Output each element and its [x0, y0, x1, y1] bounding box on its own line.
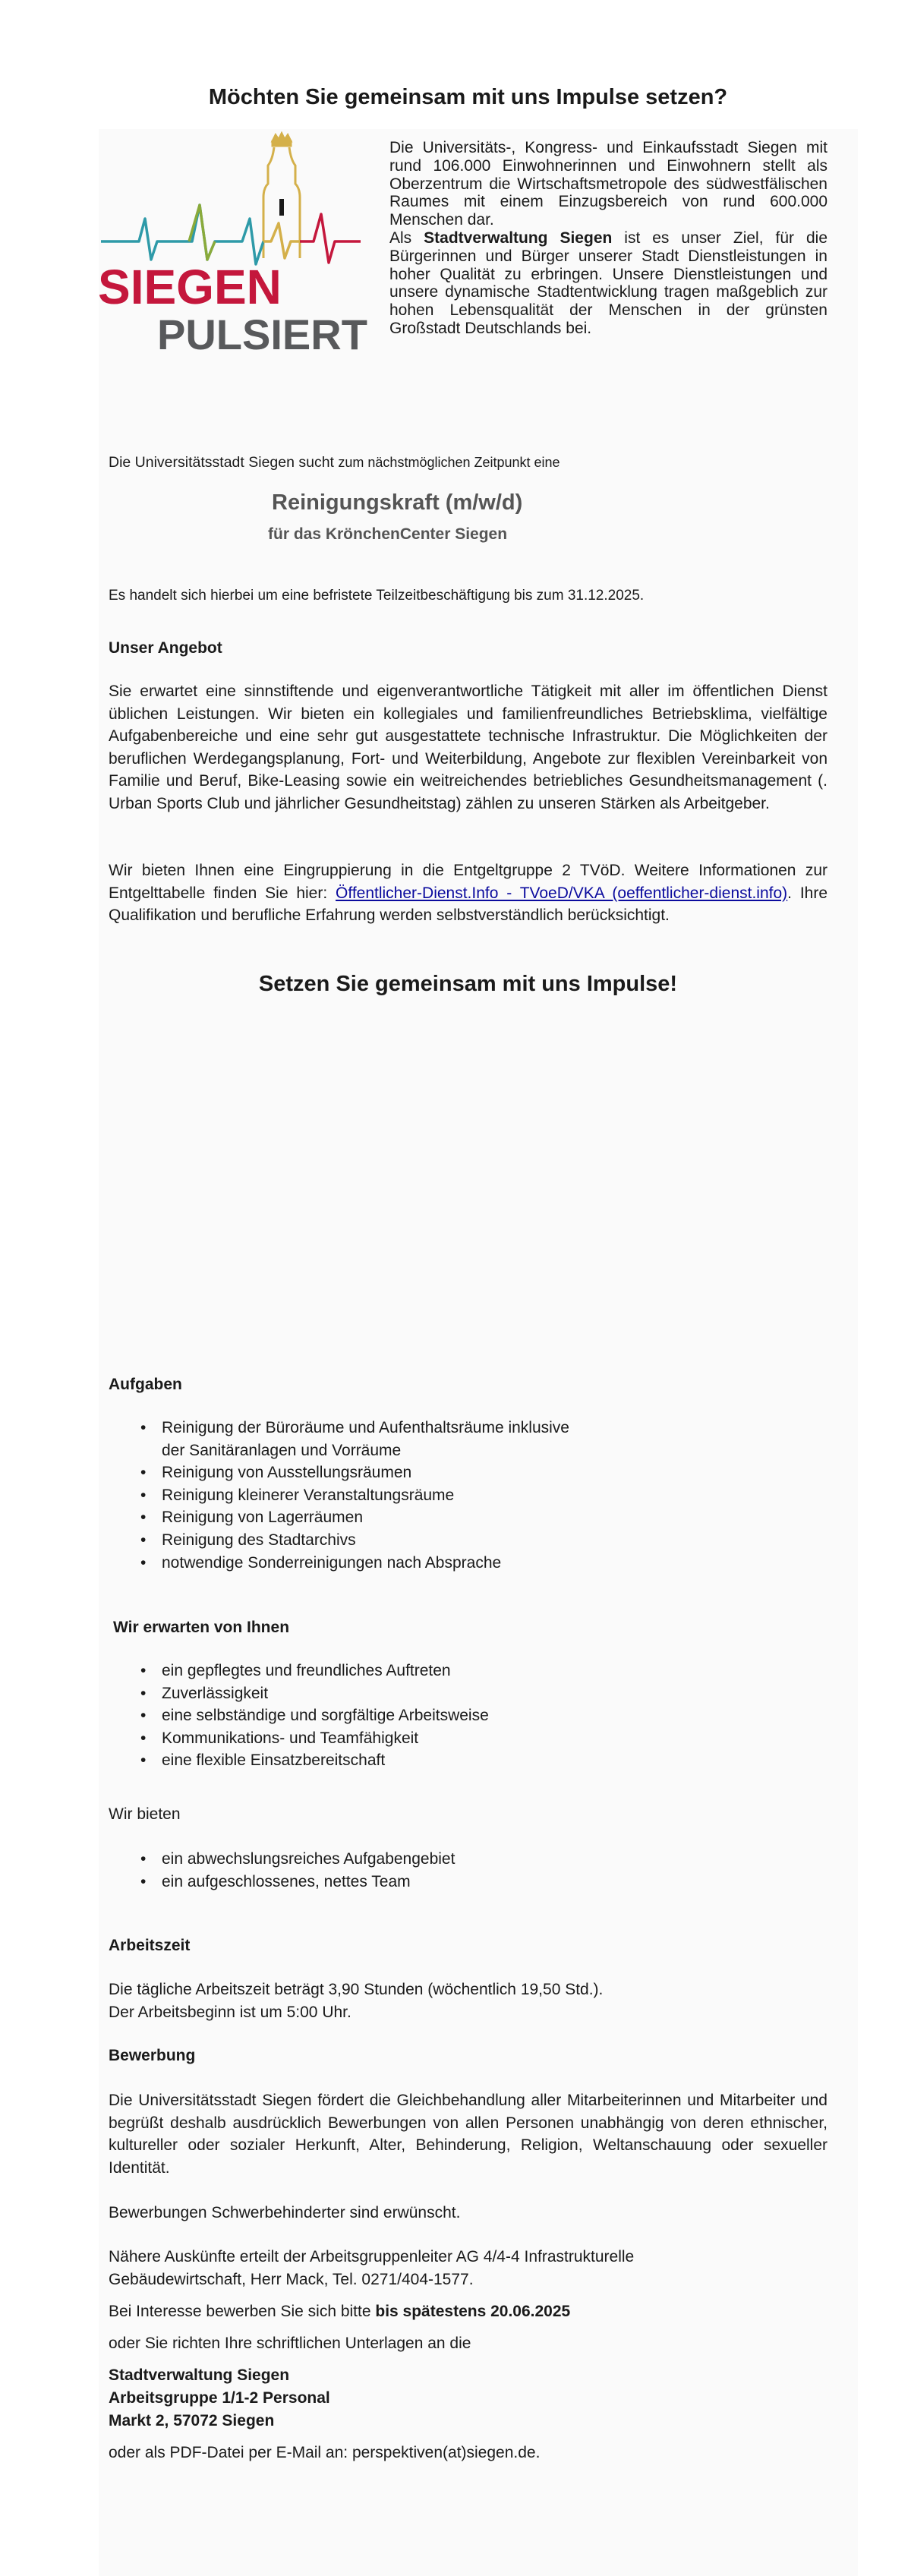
list-item: • ein aufgeschlossenes, nettes Team — [162, 1871, 827, 1893]
job-subtitle: für das KrönchenCenter Siegen — [268, 525, 508, 543]
list-item: • ein abwechslungsreiches Aufgabengebiet — [162, 1848, 827, 1871]
worktime-line-1: Die tägliche Arbeitszeit beträgt 3,90 Stunden (wöchentlich 19,50 Std.). — [109, 1981, 604, 1998]
job-title: Reinigungskraft (m/w/d) — [272, 490, 523, 515]
logo-word-pulsiert: PULSIERT — [157, 311, 367, 358]
intro-paragraph-2 — [389, 229, 827, 338]
pulse-line-icon — [101, 205, 263, 264]
application-paragraph-2: Bewerbungen Schwerbehinderter sind erwünscht. — [109, 2204, 461, 2221]
email-line: oder als PDF-Datei per E-Mail an: perspektiven(at)siegen.de. — [109, 2444, 541, 2461]
contact-line-1: Nähere Auskünfte erteilt der Arbeitsgruppenleiter AG 4/4-4 Infrastrukturelle — [109, 2248, 635, 2265]
address-line-2: Arbeitsgruppe 1/1-2 Personal — [109, 2389, 330, 2407]
worktime-heading: Arbeitszeit — [109, 1937, 191, 1954]
list-item: • notwendige Sonderreinigungen nach Absprache — [162, 1552, 827, 1575]
deadline-date: bis spätestens 20.06.2025 — [375, 2303, 571, 2320]
application-paragraph-1: Die Universitätsstadt Siegen fördert die Gleichbehandlung aller Mitarbeiterinnen und Mitarbeiter und begrüßt deshalb ausdrücklich Bewerbungen von allen Personen unabhängig von deren ethnischer, kultureller oder sozialer Herkunft, Alter, Behinderung, Religion, Weltanschauung oder sexueller Identität. — [109, 2092, 827, 2177]
list-item: • Reinigung des Stadtarchivs — [162, 1529, 827, 1552]
lead-small: zum nächstmöglichen Zeitpunkt eine — [338, 455, 560, 470]
address-line-1: Stadtverwaltung Siegen — [109, 2366, 290, 2384]
intro-text — [389, 139, 827, 338]
list-item: • Reinigung der Büroräume und Aufenthaltsräume inklusive der Sanitäranlagen und Vorräume — [162, 1417, 827, 1461]
offer-p2-pre: Wir bieten Ihnen eine Eingruppierung in die Entgeltgruppe 2 TVöD. Weitere Informationen zur Entgelttabelle finden Sie hier: — [109, 862, 827, 902]
list-item: • eine selbständige und sorgfältige Arbeitsweise — [162, 1704, 827, 1727]
address-line-3: Markt 2, 57072 Siegen — [109, 2412, 275, 2429]
offer-paragraph-2 — [109, 859, 827, 927]
worktime-line-2: Der Arbeitsbeginn ist um 5:00 Uhr. — [109, 2004, 351, 2021]
tasks-heading: Aufgaben — [109, 1376, 182, 1393]
logo-word-siegen: SIEGEN — [98, 260, 282, 314]
headline: Möchten Sie gemeinsam mit uns Impulse setzen? — [208, 85, 728, 109]
we-offer-list — [109, 1848, 827, 1893]
expect-heading: Wir erwarten von Ihnen — [113, 1619, 290, 1636]
we-offer-heading: Wir bieten — [109, 1805, 181, 1823]
deadline-pre: Bei Interesse bewerben Sie sich bitte — [109, 2303, 371, 2320]
tasks-list — [109, 1417, 827, 1574]
subheadline: Setzen Sie gemeinsam mit uns Impulse! — [258, 972, 678, 996]
lead-sentence — [109, 454, 560, 471]
deadline-line — [109, 2300, 570, 2323]
list-item: • Reinigung von Lagerräumen — [162, 1506, 827, 1529]
list-item: • ein gepflegtes und freundliches Auftreten — [162, 1660, 827, 1682]
intro-p2-post: ist es unser Ziel, für die Bürgerinnen und Bürger unserer Stadt Dienstleistungen in hoher Qualität zu erbringen. Unsere Dienstleistungen und unsere dynamische Stadtentwicklung tragen maßgeblich zur hohen Lebensqualität der Menschen in der grünsten Großstadt Deutschlands bei. — [389, 229, 827, 337]
siegen-pulsiert-logo — [93, 129, 378, 372]
lead-main: Die Universitätsstadt Siegen sucht — [109, 454, 334, 471]
list-item: • Kommunikations- und Teamfähigkeit — [162, 1727, 827, 1750]
offer-paragraph-1: Sie erwartet eine sinnstiftende und eigenverantwortliche Tätigkeit mit aller im öffentlichen Dienst üblichen Leistungen. Wir bieten ein kollegiales und familienfreundliches Betriebsklima, vielfältige Aufgabenbereiche und eine sehr gut ausgestattete technische Infrastruktur. Die Möglichkeiten der beruflichen Werdegangsplanung, Fort- und Weiterbildung, Angebote zur flexiblen Vereinbarkeit von Familie und Beruf, Bike-Leasing sowie ein weitreichendes betriebliches Gesundheitsmanagement (. Urban Sports Club und jährlicher Gesundheitstag) zählen zu unseren Stärken als Arbeitgeber. — [109, 683, 827, 812]
list-item: • eine flexible Einsatzbereitschaft — [162, 1749, 827, 1772]
contact-line-2: Gebäudewirtschaft, Herr Mack, Tel. 0271/404-1577. — [109, 2271, 474, 2288]
application-heading: Bewerbung — [109, 2047, 196, 2064]
intro-p2-pre: Als — [389, 229, 412, 247]
tvoed-link[interactable]: Öffentlicher-Dienst.Info - TVoeD/VKA (oeffentlicher-dienst.info) — [336, 884, 788, 902]
intro-paragraph-1: Die Universitäts-, Kongress- und Einkaufsstadt Siegen mit rund 106.000 Einwohnerinnen und Einwohnern stellt als Oberzentrum die Wirtschaftsmetropole des südwestfälischen Raumes mit einem Einzugsbereich von rund 600.000 Menschen dar. — [389, 139, 827, 229]
crown-icon — [273, 134, 291, 146]
or-written-line: oder Sie richten Ihre schriftlichen Unterlagen an die — [109, 2335, 471, 2352]
employment-note: Es handelt sich hierbei um eine befristete Teilzeitbeschäftigung bis zum 31.12.2025. — [109, 588, 645, 604]
list-item: • Reinigung kleinerer Veranstaltungsräume — [162, 1484, 827, 1507]
expect-list — [109, 1660, 827, 1772]
offer-p2-post: . Ihre Qualifikation und berufliche Erfahrung werden selbstverständlich berücksichtigt. — [109, 884, 828, 925]
list-item: • Reinigung von Ausstellungsräumen — [162, 1461, 827, 1484]
intro-p2-bold: Stadtverwaltung Siegen — [424, 229, 613, 247]
list-item: • Zuverlässigkeit — [162, 1682, 827, 1705]
offer-heading: Unser Angebot — [109, 639, 222, 657]
